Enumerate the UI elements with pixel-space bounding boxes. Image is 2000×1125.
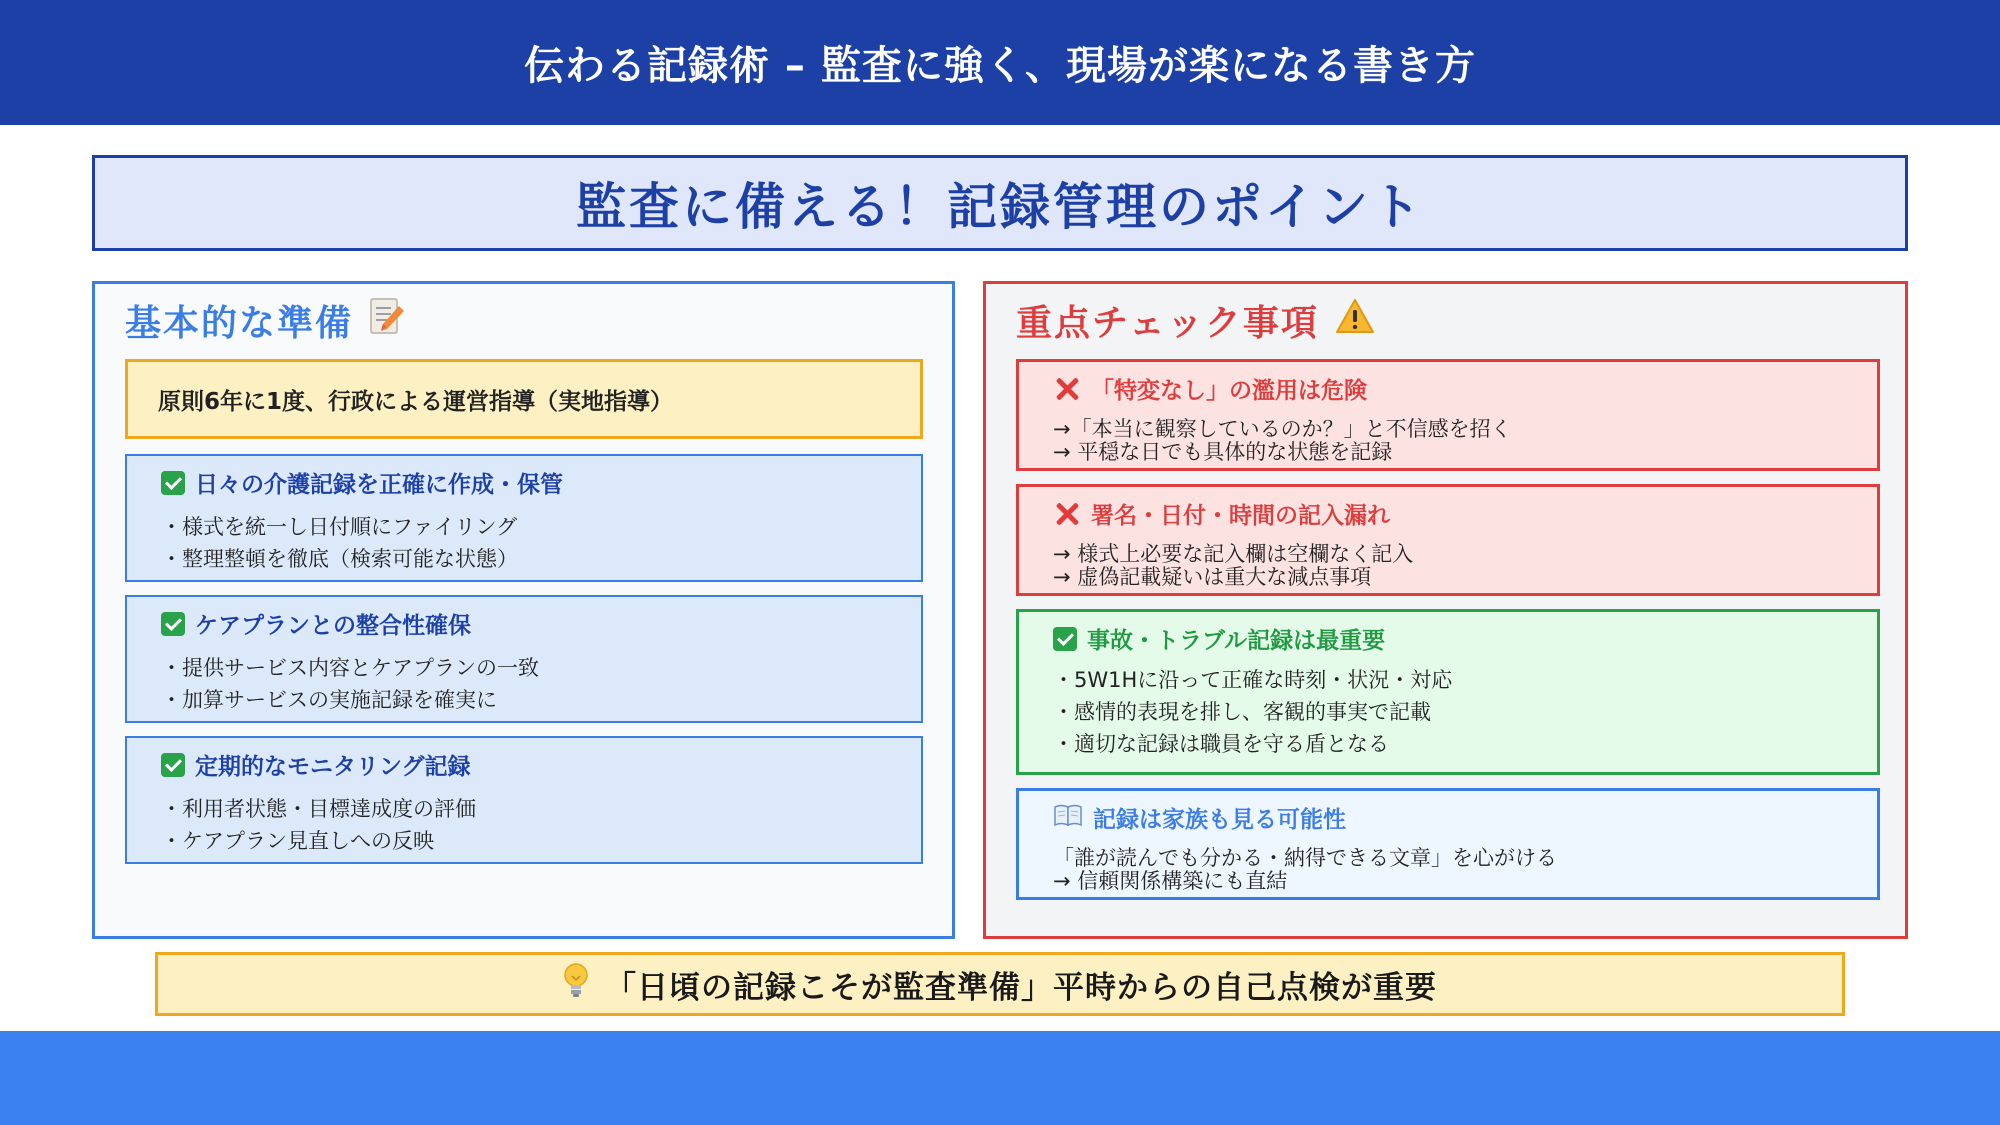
card-line: 「誰が読んでも分かる・納得できる文章」を心がける	[1053, 846, 1557, 870]
book-icon	[1053, 803, 1083, 833]
card-line: → 信頼関係構築にも直結	[1053, 869, 1288, 893]
card-title-text: ケアプランとの整合性確保	[195, 613, 471, 639]
card-monitoring-records	[125, 736, 923, 864]
check-icon	[161, 471, 185, 495]
check-icon	[161, 612, 185, 636]
footer-text: 「日頃の記録こそが監査準備」平時からの自己点検が重要	[605, 969, 1437, 1006]
card-line: → 平穏な日でも具体的な状態を記録	[1053, 440, 1393, 464]
panel-heading-basic	[125, 290, 405, 350]
card-line: ・提供サービス内容とケアプランの一致	[161, 656, 539, 680]
card-title	[161, 607, 471, 640]
card-lines	[1053, 543, 1413, 589]
card-line: →「本当に観察しているのか？」と不信感を招く	[1053, 417, 1512, 441]
section-title: 監査に備える！記録管理のポイント	[576, 178, 1424, 236]
audit-frequency-note: 原則6年に1度、行政による運営指導（実地指導）	[125, 359, 923, 439]
card-line: → 虚偽記載疑いは重大な減点事項	[1053, 565, 1372, 589]
card-lines	[1053, 418, 1512, 464]
card-lines	[1053, 664, 1452, 760]
card-title-text: 「特変なし」の濫用は危険	[1091, 378, 1367, 404]
card-lines	[1053, 847, 1557, 893]
card-line: ・利用者状態・目標達成度の評価	[161, 797, 476, 821]
card-title-text: 定期的なモニタリング記録	[195, 754, 471, 780]
warning-icon	[1335, 298, 1375, 343]
card-title	[1053, 372, 1367, 405]
panel-heading-label: 重点チェック事項	[1016, 302, 1319, 344]
card-family-may-read	[1016, 788, 1880, 900]
card-line: ・適切な記録は職員を守る盾となる	[1053, 732, 1389, 756]
card-lines	[161, 511, 518, 575]
card-title-text: 署名・日付・時間の記入漏れ	[1091, 503, 1390, 529]
card-title	[161, 748, 471, 781]
card-missing-signature	[1016, 484, 1880, 596]
header-bar	[0, 0, 2000, 125]
card-lines	[161, 652, 539, 716]
page-title: 伝わる記録術 – 監査に強く、現場が楽になる書き方	[523, 43, 1477, 89]
card-no-change-abuse	[1016, 359, 1880, 471]
card-line: ・加算サービスの実施記録を確実に	[161, 688, 497, 712]
check-icon	[1053, 627, 1077, 651]
card-title-text: 日々の介護記録を正確に作成・保管	[195, 472, 563, 498]
card-title	[161, 466, 563, 499]
card-careplan-consistency	[125, 595, 923, 723]
card-line: ・ケアプラン見直しへの反映	[161, 829, 434, 853]
card-lines	[161, 793, 476, 857]
basic-preparation-panel	[92, 281, 955, 939]
card-line: ・整理整頓を徹底（検索可能な状態）	[161, 547, 518, 571]
section-title-box	[92, 155, 1908, 251]
card-line: ・感情的表現を排し、客観的事実で記載	[1053, 700, 1431, 724]
card-title-text: 記録は家族も見る可能性	[1093, 807, 1346, 833]
card-daily-records	[125, 454, 923, 582]
panel-heading-checks	[1016, 290, 1375, 350]
key-checks-panel	[983, 281, 1908, 939]
card-title	[1053, 497, 1390, 530]
check-icon	[161, 753, 185, 777]
card-line: → 様式上必要な記入欄は空欄なく記入	[1053, 542, 1414, 566]
bottom-bar	[0, 1031, 2000, 1125]
card-title	[1053, 801, 1346, 834]
cross-icon	[1053, 500, 1081, 528]
lightbulb-icon	[563, 962, 589, 1006]
card-line: ・5W1Hに沿って正確な時刻・状況・対応	[1053, 668, 1453, 692]
card-accident-records	[1016, 609, 1880, 775]
memo-icon	[369, 296, 405, 345]
cross-icon	[1053, 375, 1081, 403]
card-title-text: 事故・トラブル記録は最重要	[1087, 628, 1386, 654]
panel-heading-label: 基本的な準備	[125, 302, 354, 344]
card-title	[1053, 622, 1385, 655]
footer-key-message	[155, 952, 1845, 1016]
card-line: ・様式を統一し日付順にファイリング	[161, 515, 518, 539]
